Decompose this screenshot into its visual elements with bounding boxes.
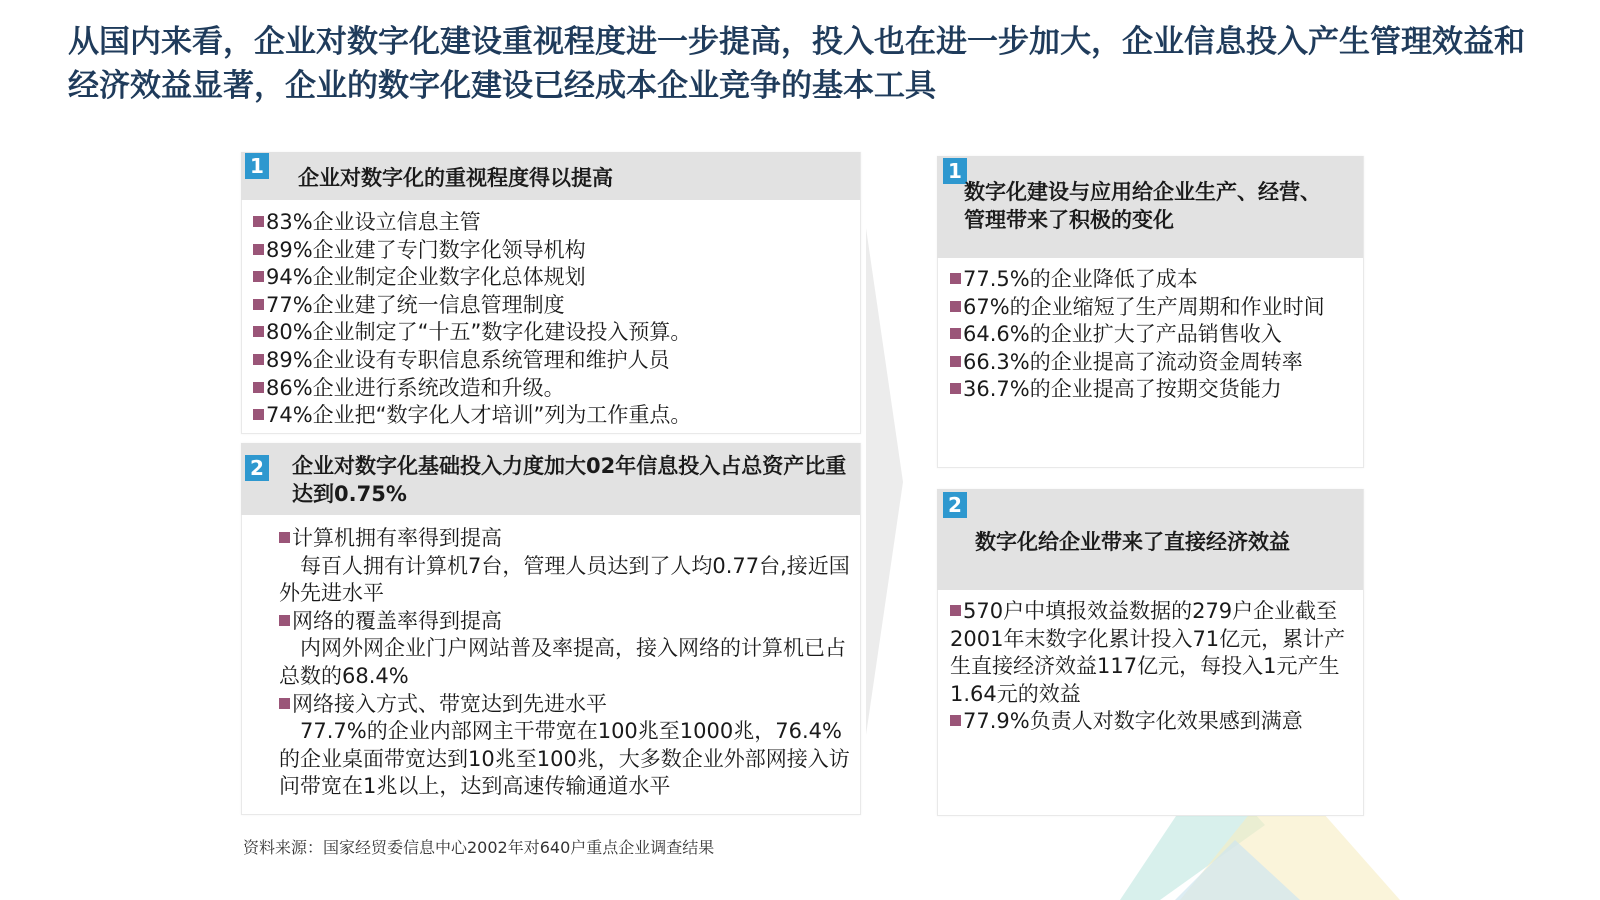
list-item: 89%企业设有专职信息系统管理和维护人员: [253, 347, 853, 375]
list-item-label: 计算机拥有率得到提高: [279, 525, 851, 553]
list-item: 64.6%的企业扩大了产品销售收入: [950, 321, 1355, 349]
bullet-icon: [950, 383, 961, 394]
bullet-icon: [253, 216, 264, 227]
number-badge: 1: [245, 153, 269, 179]
left-panel-2-list: [279, 525, 851, 801]
bullet-icon: [950, 301, 961, 312]
list-item: 83%企业设立信息主管: [253, 209, 853, 237]
list-item: 77.5%的企业降低了成本: [950, 266, 1355, 294]
list-item: 570户中填报效益数据的279户企业截至2001年末数字化累计投入71亿元，累计产生直接经济效益117亿元，每投入1元产生1.64元的效益: [950, 599, 1346, 706]
right-panel-2-list: [950, 598, 1355, 736]
bullet-icon: [253, 299, 264, 310]
number-badge: 2: [943, 492, 967, 518]
left-panel-1-list: [253, 209, 853, 430]
bullet-icon: [950, 273, 961, 284]
number-badge: 1: [943, 158, 967, 184]
bullet-icon: [950, 328, 961, 339]
bullet-icon: [253, 409, 264, 420]
bullet-icon: [279, 698, 290, 709]
list-item: 77%企业建了统一信息管理制度: [253, 292, 853, 320]
right-panel-1-list: [950, 266, 1355, 404]
bullet-icon: [253, 382, 264, 393]
source-note: 资料来源：国家经贸委信息中心2002年对640户重点企业调查结果: [243, 838, 715, 857]
list-item: 86%企业进行系统改造和升级。: [253, 375, 853, 403]
list-item: 94%企业制定企业数字化总体规划: [253, 264, 853, 292]
list-item: 74%企业把“数字化人才培训”列为工作重点。: [253, 402, 853, 430]
list-item-label: 网络的覆盖率得到提高: [279, 608, 851, 636]
list-item: 89%企业建了专门数字化领导机构: [253, 237, 853, 265]
bullet-icon: [253, 271, 264, 282]
list-item: 80%企业制定了“十五”数字化建设投入预算。: [253, 319, 853, 347]
section-heading: 数字化给企业带来了直接经济效益: [975, 530, 1290, 554]
list-item: 77.9%负责人对数字化效果感到满意: [950, 708, 1355, 736]
bullet-icon: [279, 532, 290, 543]
section-heading: 企业对数字化的重视程度得以提高: [298, 166, 613, 190]
bullet-icon: [950, 605, 961, 616]
list-item: 67%的企业缩短了生产周期和作业时间: [950, 294, 1355, 322]
bullet-icon: [253, 244, 264, 255]
bullet-icon: [253, 326, 264, 337]
bullet-icon: [253, 354, 264, 365]
section-heading: 数字化建设与应用给企业生产、经营、管理带来了积极的变化: [964, 180, 1321, 232]
list-item: 36.7%的企业提高了按期交货能力: [950, 376, 1355, 404]
list-item: 66.3%的企业提高了流动资金周转率: [950, 349, 1355, 377]
section-heading: 企业对数字化基础投入力度加大02年信息投入占总资产比重达到0.75%: [292, 454, 847, 506]
bullet-icon: [950, 715, 961, 726]
list-item-detail: 内网外网企业门户网站普及率提高，接入网络的计算机已占总数的68.4%: [279, 636, 846, 688]
page-title: 从国内来看，企业对数字化建设重视程度进一步提高，投入也在进一步加大，企业信息投入产生管理效益和经济效益显著，企业的数字化建设已经成本企业竞争的基本工具: [68, 24, 1525, 104]
list-item-detail: 每百人拥有计算机7台，管理人员达到了人均0.77台,接近国外先进水平: [279, 553, 850, 606]
list-item-label: 网络接入方式、带宽达到先进水平: [279, 691, 851, 719]
number-badge: 2: [245, 455, 269, 481]
list-item-detail: 77.7%的企业内部网主干带宽在100兆至1000兆，76.4%的企业桌面带宽达到10兆至100兆，大多数企业外部网接入访问带宽在1兆以上，达到高速传输通道水平: [279, 719, 850, 799]
bullet-icon: [950, 356, 961, 367]
bullet-icon: [279, 615, 290, 626]
